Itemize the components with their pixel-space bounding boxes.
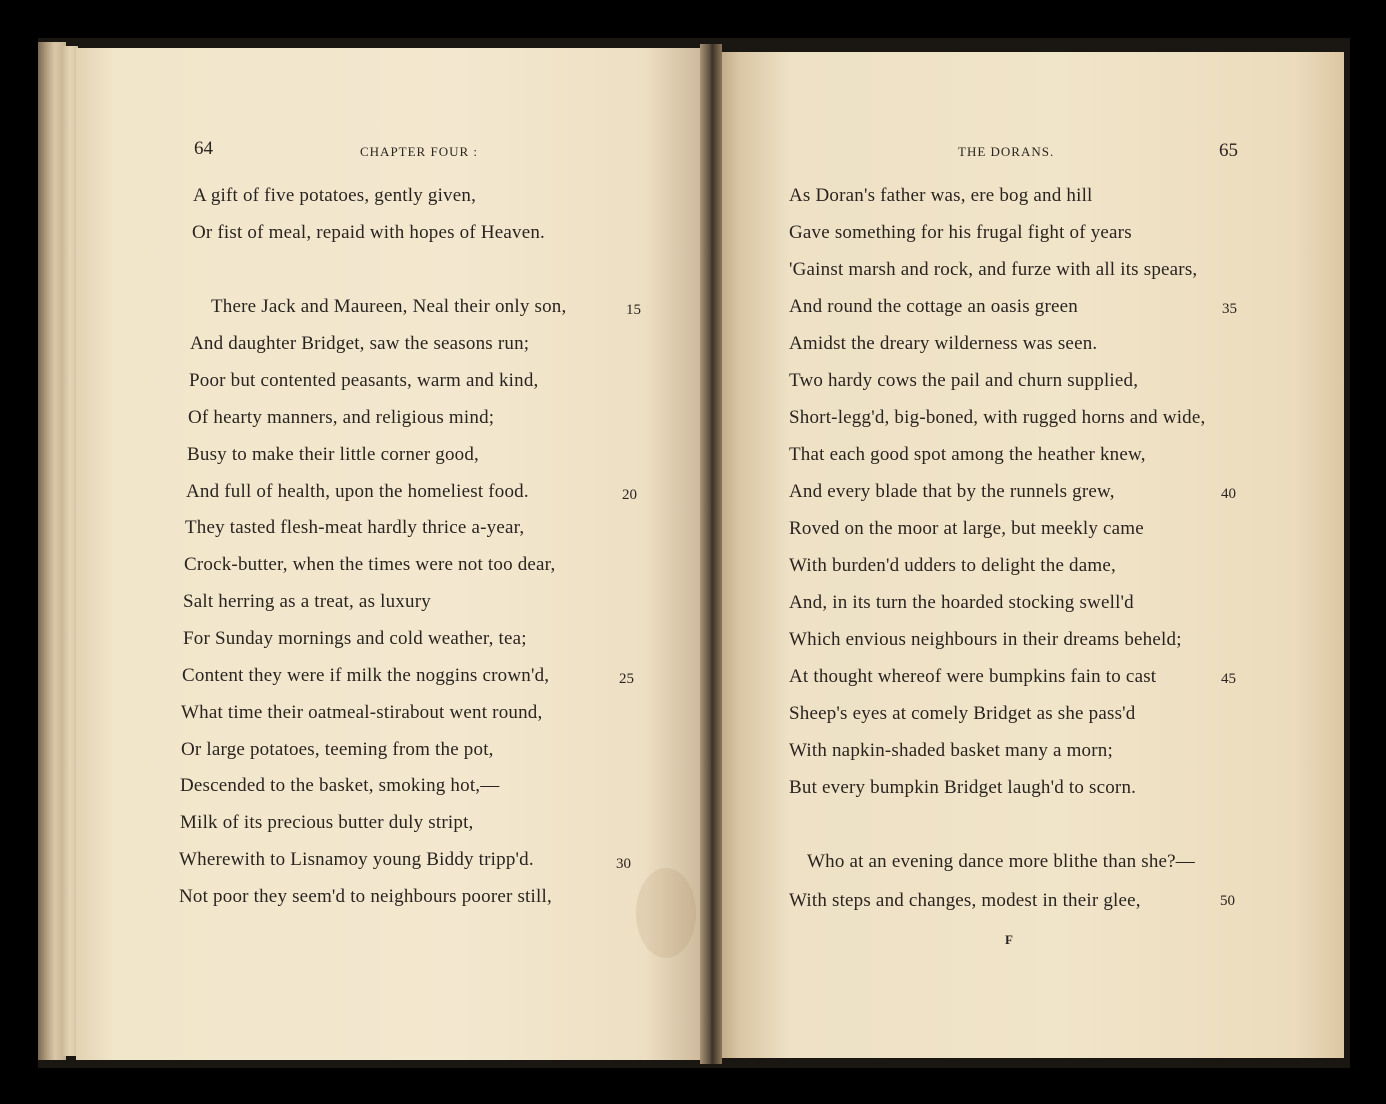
line-number: 40 [1221,486,1236,502]
signature-mark: F [1005,932,1013,947]
verse-line: Gave something for his frugal fight of years [789,222,1132,243]
line-number: 45 [1221,671,1236,687]
line-number: 25 [619,671,634,687]
verse-line: With burden'd udders to delight the dame, [789,555,1116,576]
line-number: 50 [1220,893,1235,909]
right-page [714,52,1344,1058]
verse-line: Of hearty manners, and religious mind; [188,407,495,428]
left-page [76,48,708,1060]
verse-line: But every bumpkin Bridget laugh'd to scorn. [789,777,1137,798]
verse-line: They tasted flesh-meat hardly thrice a-year, [185,517,525,538]
book-gutter [700,44,722,1064]
verse-line: Short-legg'd, big-boned, with rugged horns and wide, [789,407,1206,428]
verse-line: At thought whereof were bumpkins fain to cast [789,666,1157,687]
verse-line: And every blade that by the runnels grew, [789,481,1115,502]
verse-line: Crock-butter, when the times were not too dear, [184,554,556,575]
verse-line: Amidst the dreary wilderness was seen. [789,333,1098,354]
verse-line: Or large potatoes, teeming from the pot, [181,739,494,760]
verse-line: There Jack and Maureen, Neal their only son, [211,296,567,317]
verse-line: And full of health, upon the homeliest food. [186,481,529,502]
line-number: 35 [1222,301,1237,317]
verse-line: Busy to make their little corner good, [187,444,480,465]
verse-line: For Sunday mornings and cold weather, tea; [183,628,527,649]
verse-line: Two hardy cows the pail and churn supplied, [789,370,1139,391]
verse-line: Content they were if milk the noggins crown'd, [182,665,550,686]
page-number-left: 64 [194,138,213,159]
verse-line: With steps and changes, modest in their glee, [789,890,1141,911]
paper-stain [636,868,696,958]
verse-line: As Doran's father was, ere bog and hill [789,185,1093,206]
verse-line: What time their oatmeal-stirabout went round, [181,702,543,723]
line-number: 20 [622,487,637,503]
verse-line: A gift of five potatoes, gently given, [193,185,477,206]
verse-line: With napkin-shaded basket many a morn; [789,740,1113,761]
verse-line: Roved on the moor at large, but meekly came [789,518,1144,539]
line-number: 30 [616,856,631,872]
verse-line: Poor but contented peasants, warm and kind, [189,370,539,391]
running-head-right: THE DORANS. [958,144,1055,159]
verse-line: And, in its turn the hoarded stocking swell'd [789,592,1134,613]
verse-line: 'Gainst marsh and rock, and furze with all its spears, [789,259,1198,280]
verse-line: Salt herring as a treat, as luxury [183,591,431,612]
verse-line: Not poor they seem'd to neighbours poorer still, [179,886,552,907]
verse-line: Or fist of meal, repaid with hopes of Heaven. [192,222,546,243]
verse-line: Descended to the basket, smoking hot,— [180,775,500,796]
verse-line: And daughter Bridget, saw the seasons run; [190,333,530,354]
line-number: 15 [626,302,641,318]
verse-line: Which envious neighbours in their dreams beheld; [789,629,1182,650]
running-head-left: CHAPTER FOUR : [360,144,479,159]
verse-line: Milk of its precious butter duly stript, [180,812,474,833]
verse-line: Sheep's eyes at comely Bridget as she pass'd [789,703,1136,724]
verse-line: That each good spot among the heather knew, [789,444,1146,465]
verse-line: Wherewith to Lisnamoy young Biddy tripp'd. [179,849,534,870]
verse-line: Who at an evening dance more blithe than she?— [807,851,1196,872]
verse-line: And round the cottage an oasis green [789,296,1078,317]
page-number-right: 65 [1219,140,1238,161]
